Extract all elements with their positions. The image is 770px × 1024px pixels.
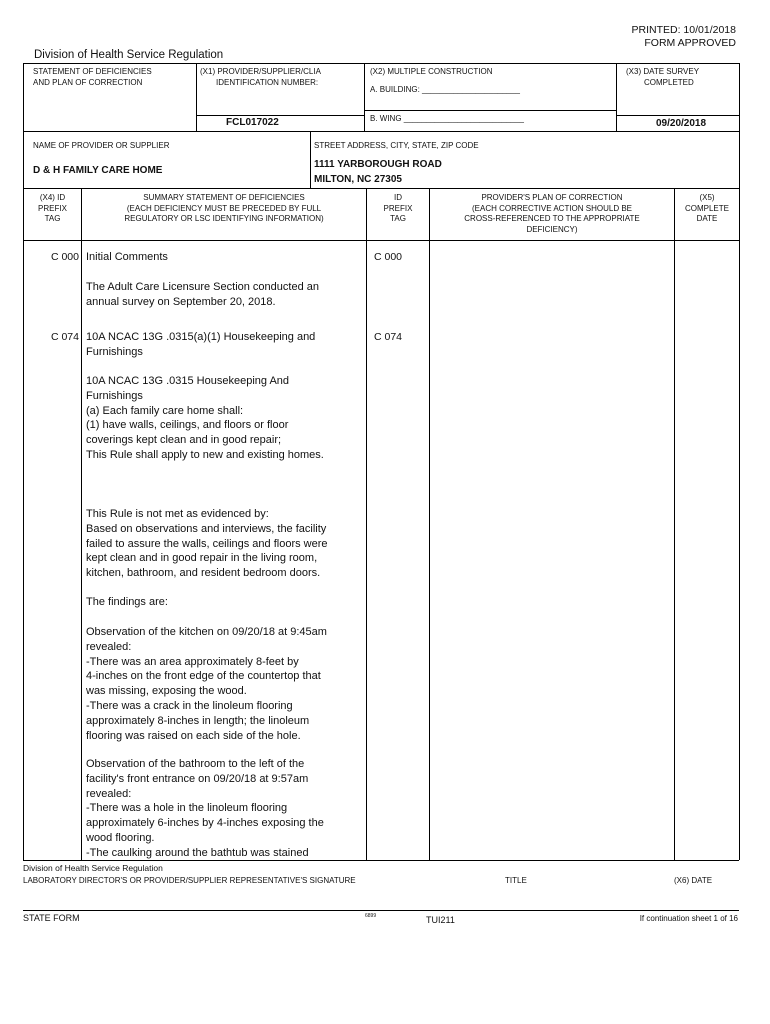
tag-c074: C 074 <box>50 331 79 343</box>
x5-header: (X5) COMPLETE DATE <box>684 193 729 223</box>
id-header: ID PREFIX TAG <box>383 193 413 223</box>
provider-id: FCL017022 <box>226 117 279 128</box>
form-code-small: 6899 <box>365 913 377 919</box>
id-tag-c000: C 000 <box>374 251 403 263</box>
provider-label: NAME OF PROVIDER OR SUPPLIER <box>33 141 170 150</box>
signature-label: LABORATORY DIRECTOR'S OR PROVIDER/SUPPLIER REPRESENTATIVE'S SIGNATURE <box>23 876 356 885</box>
provider-name: D & H FAMILY CARE HOME <box>33 165 163 176</box>
paragraph-survey: The Adult Care Licensure Section conducted an annual survey on September 20, 2018. <box>86 281 319 308</box>
provider-address: 1111 YARBOROUGH ROAD MILTON, NC 27305 <box>314 159 442 185</box>
tag-c000: C 000 <box>50 251 79 263</box>
footer-agency: Division of Health Service Regulation <box>23 863 163 873</box>
initial-comments-title: Initial Comments <box>86 251 168 263</box>
x2-label: (X2) MULTIPLE CONSTRUCTION <box>370 67 493 76</box>
continuation-sheet: If continuation sheet 1 of 16 <box>639 914 738 923</box>
x6-date-label: (X6) DATE <box>674 876 713 885</box>
state-form-label: STATE FORM <box>23 913 80 923</box>
title-label: TITLE <box>505 876 527 885</box>
c074-title: 10A NCAC 13G .0315(a)(1) Housekeeping and Furnishings <box>86 331 316 358</box>
paragraph-bathroom: Observation of the bathroom to the left of the facility's front entrance on 09/20/18 at 9:57am revealed: -There was a hole in the linoleum flooring approximately 6-inches by 4-inches exposing the wood flooring. -The caulking around the bathtub was stained <box>86 758 324 859</box>
summary-header: SUMMARY STATEMENT OF DEFICIENCIES (EACH DEFICIENCY MUST BE PRECEDED BY FULL REGULATORY OR LSC IDENTIFYING INFORMATION) <box>124 193 324 223</box>
statement-label: STATEMENT OF DEFICIENCIES AND PLAN OF CORRECTION <box>33 67 152 87</box>
x3-label: (X3) DATE SURVEY COMPLETED <box>626 67 700 87</box>
address-label: STREET ADDRESS, CITY, STATE, ZIP CODE <box>314 141 479 150</box>
x4-header: (X4) ID PREFIX TAG <box>38 193 67 223</box>
building-field: A. BUILDING: ______________________ <box>370 85 520 94</box>
plan-header: PROVIDER'S PLAN OF CORRECTION (EACH CORRECTIVE ACTION SHOULD BE CROSS-REFERENCED TO THE APPROPRIATE DEFICIENCY) <box>464 193 640 234</box>
paragraph-findings: The findings are: <box>86 596 168 608</box>
x1-label: (X1) PROVIDER/SUPPLIER/CLIA IDENTIFICATION NUMBER: <box>200 67 321 87</box>
wing-field: B. WING ___________________________ <box>370 114 524 123</box>
form-approved: FORM APPROVED <box>644 37 736 49</box>
printed-date: PRINTED: 10/01/2018 <box>631 24 736 36</box>
form-code: TUI211 <box>426 915 455 925</box>
agency-title: Division of Health Service Regulation <box>34 49 224 61</box>
paragraph-not-met: This Rule is not met as evidenced by: Based on observations and interviews, the facility failed to assure the walls, ceilings and floors were kept clean and in good repair in the living room, kitchen, bathroom, and resident bedroom doors. <box>86 508 328 580</box>
survey-date: 09/20/2018 <box>656 118 707 129</box>
paragraph-rule: 10A NCAC 13G .0315 Housekeeping And Furnishings (a) Each family care home shall: (1) have walls, ceilings, and floors or floor coverings kept clean and in good repair; This Rule shall apply to new and existing homes. <box>86 375 324 461</box>
id-tag-c074: C 074 <box>374 331 403 343</box>
paragraph-kitchen: Observation of the kitchen on 09/20/18 at 9:45am revealed: -There was an area approximately 8-feet by 4-inches on the front edge of the countertop that was missing, exposing the wood. -There was a crack in the linoleum flooring approximately 8-inches in length; the linoleum flooring was raised on each side of the hole. <box>86 626 327 742</box>
